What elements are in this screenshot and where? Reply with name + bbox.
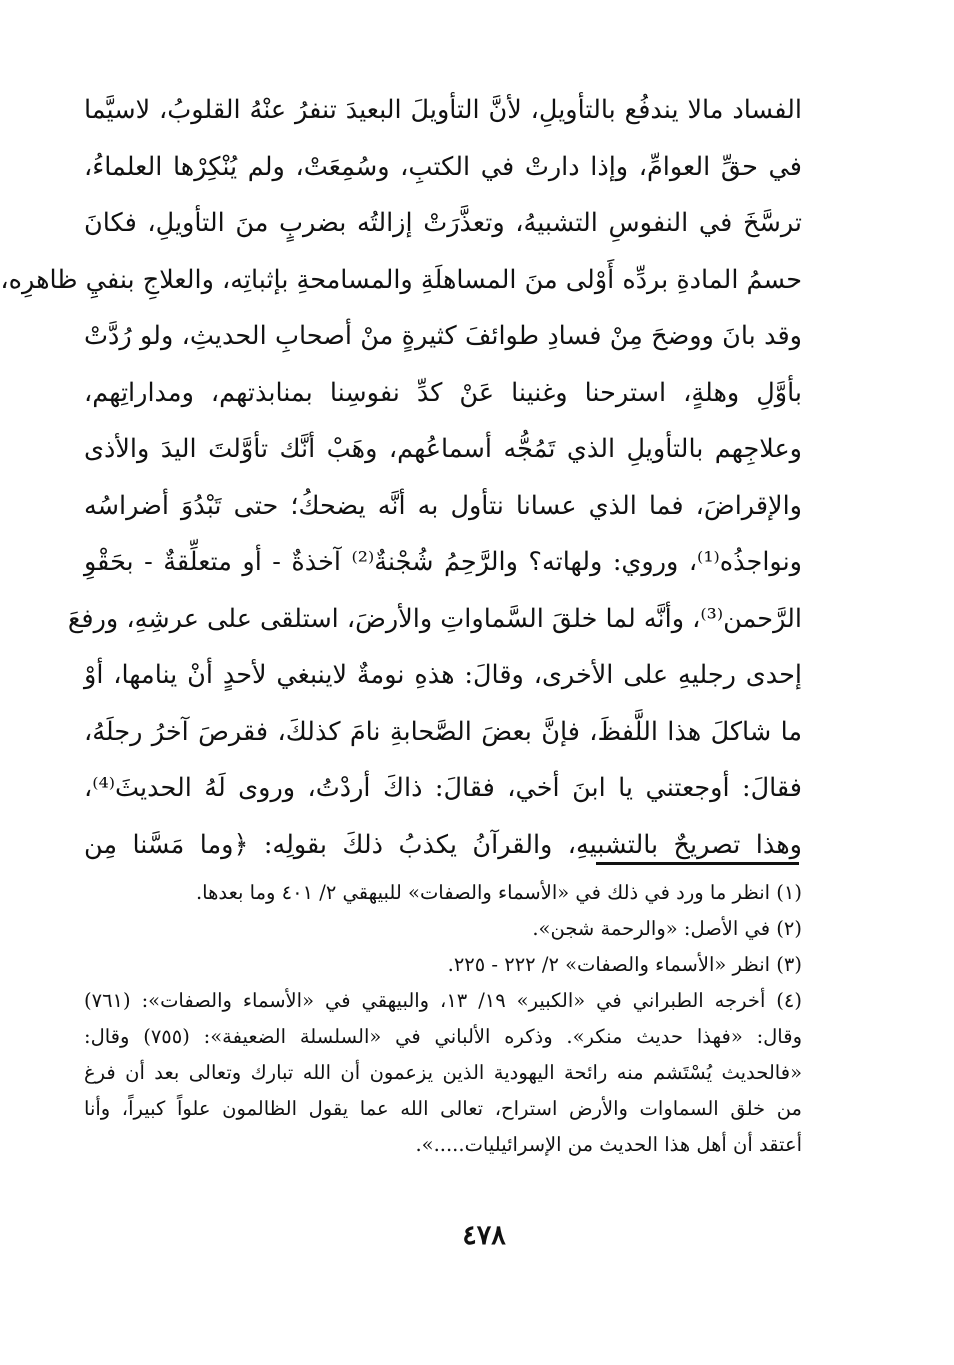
text-line: ما شاكلَ هذا اللَّفظَ، فإنَّ بعضَ الصَّحابةِ نامَ كذلكَ، فقرصَ آخرُ رجلَهُ،: [84, 716, 802, 747]
footnote-4: (٤) أخرجه الطبراني في «الكبير» ١٩/ ١٣، والبيهقي في «الأسماء والصفات»: (٧٦١): [84, 989, 802, 1012]
text-line: فقالَ: أوجعتني يا ابنَ أخي، فقالَ: ذاكَ أردْتُ، وروى لَهُ الحديثَ⁽⁴⁾،: [84, 773, 802, 803]
footnotes: [84, 875, 802, 1163]
text-line: بأوَّلِ وهلةٍ، استرحنا وغنينا عَنْ كدِّ نفوسِنا بمنابذتهم، ومداراتِهم،: [84, 377, 802, 408]
footnote-divider: [596, 862, 799, 865]
footnote-1: (١) انظر ما ورد في ذلك في «الأسماء والصفات» للبيهقي ٢/ ٤٠١ وما بعدها.: [195, 881, 802, 904]
text-line: الفساد مالا يندفُع بالتأويلِ، لأنَّ التأويلَ البعيدَ تنفرُ عنْهُ القلوبُ، لاسيَّما: [84, 95, 802, 125]
main-text: [0, 82, 802, 873]
footnote-4-continued: وقال: «فهذا حديث منكر». وذكره الألباني في «السلسلة الضعيفة»: (٧٥٥) وقال:: [84, 1025, 802, 1048]
footnote-4-continued: «فالحديث يُسْتَشم منه رائحة اليهودية الذين يزعمون أن الله تبارك وتعالى بعد أن فرغ: [84, 1061, 802, 1084]
text-line: ترسَّخَ في النفوسِ التشبيهُ، وتعذَّرَتْ إزالتُه بضربٍ منَ التأويلِ، فكانَ: [84, 208, 802, 238]
footnote-3: (٣) انظر «الأسماء والصفات» ٢/ ٢٢٢ - ٢٢٥.: [447, 953, 802, 976]
text-line: ونواجذُه⁽¹⁾، وروي: ولهاته؟ والرَّحِمُ شُجْنةٌ⁽²⁾ آخذةٌ - أو متعلِّقةٌ - بحَقْوِ: [84, 547, 802, 577]
footnote-4-continued: من خلق السماوات والأرض استراح، تعالى الله عما يقول الظالمون علواً كبيراً، وأنا: [84, 1097, 802, 1120]
text-line: وهذا تصريحٌ بالتشبيهِ، والقرآنُ يكذبُ ذلكَ بقولِه: ﴿وما مَسَّنا مِن: [84, 829, 802, 860]
footnote-4-continued: أعتقد أن أهل هذا الحديث من الإسرائيليات.....».: [415, 1133, 802, 1156]
page-number: ٤٧٨: [462, 1220, 506, 1251]
footnote-2: (٢) في الأصل: «والرحمة شجن».: [532, 917, 802, 940]
text-line: حسمُ المادةِ بردِّه أَوْلى منَ المساهلَةِ والمسامحةِ بإثباتِه، والعلاجِ بنفيِ ظاهرِه،: [0, 264, 802, 295]
text-line: إحدى رجليهِ على الأخرى، وقالَ: هذهِ نومةٌ لاينبغي لأحدٍ أنْ ينامها، أوْ: [84, 660, 802, 690]
text-line: وعلاجِهم بالتأويلِ الذي تَمُجُّه أسماعُهم، وهَبْ أنَّك تأوَّلتَ اليدَ والأذى: [84, 434, 802, 464]
text-line: في حقِّ العوامِّ، وإذا دارتْ في الكتبِ، وسُمِعَتْ، ولم يُنْكِرْها العلماءُ،: [84, 151, 802, 182]
text-line: الرَّحمن⁽³⁾، وأنَّه لما خلقَ السَّماواتِ والأرضَ، استلقى على عرشِهِ، ورفعَ: [67, 603, 802, 634]
text-line: وقد بانَ ووضحَ مِنْ فسادِ طوائفَ كثيرةٍ منْ أصحابِ الحديثِ، ولو رُدَّتْ: [84, 321, 802, 351]
text-line: والإقراضَ، فما الذي عسانا نتأول به أنَّه يضحكُ؛ حتى تَبْدُوَ أضراسُه: [84, 490, 802, 521]
